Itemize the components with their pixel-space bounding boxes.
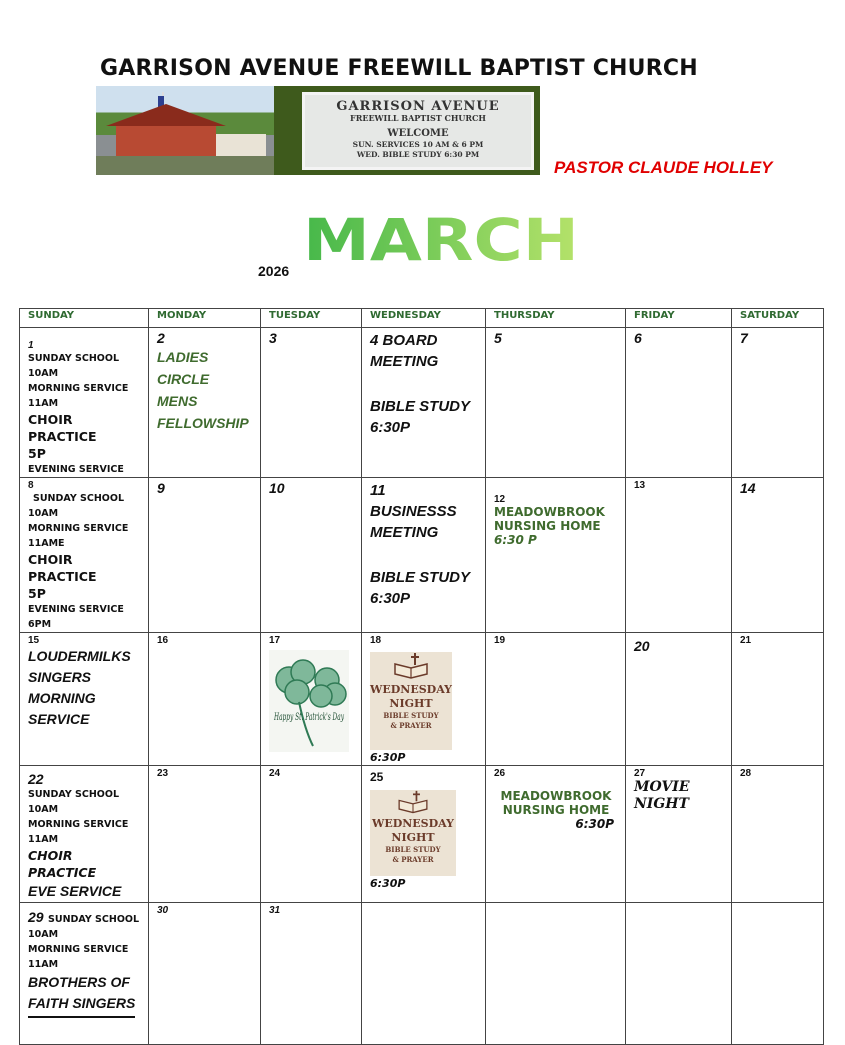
day-cell-8 <box>20 478 149 633</box>
bible-icon <box>391 652 431 682</box>
week-row <box>20 903 824 1045</box>
bible-icon <box>393 790 433 816</box>
event-line: MEETING <box>370 353 439 370</box>
event-line: SUNDAY SCHOOL <box>33 493 124 504</box>
day-number: 6 <box>634 330 642 346</box>
day-cell-22 <box>20 766 149 903</box>
event-line: CHOIR PRACTICE <box>28 848 97 880</box>
day-number: 27 <box>634 768 646 779</box>
day-cell-25 <box>362 766 486 903</box>
event-line: MORNING SERVICE <box>28 944 129 955</box>
day-cell-30 <box>149 903 261 1045</box>
week-row <box>20 633 824 766</box>
sign-bible-study: WED. BIBLE STUDY 6:30 PM <box>356 150 480 159</box>
sign-services: SUN. SERVICES 10 AM & 6 PM <box>352 140 484 149</box>
event-line: 11AME <box>28 538 65 549</box>
event-line: MEADOWBROOK <box>500 789 612 803</box>
day-cell-15 <box>20 633 149 766</box>
day-number: 15 <box>28 635 40 646</box>
day-cell-29 <box>20 903 149 1045</box>
event-line: 11AM <box>28 834 59 845</box>
weekday-tuesday: TUESDAY <box>261 309 362 328</box>
day-number: 31 <box>269 905 281 916</box>
day-cell-4 <box>362 328 486 478</box>
day-cell-18 <box>362 633 486 766</box>
sign-name: GARRISON AVENUE <box>336 99 500 114</box>
event-line: 6PM <box>28 619 52 630</box>
event-line: EVENING SERVICE <box>28 464 124 475</box>
event-line: BIBLE STUDY <box>370 398 471 415</box>
event-line: BUSINESSS <box>370 503 457 520</box>
event-line: BROTHERS OF <box>28 974 130 990</box>
empty-cell <box>732 903 824 1045</box>
day-cell-27 <box>626 766 732 903</box>
event-line: MORNING <box>28 690 96 706</box>
day-number: 13 <box>634 480 646 491</box>
day-number: 14 <box>740 480 756 496</box>
event-line: EVE SERVICE <box>28 883 122 899</box>
day-cell-21 <box>732 633 824 766</box>
event-line: CIRCLE <box>157 371 210 387</box>
day-cell-2 <box>149 328 261 478</box>
event-line: MORNING SERVICE <box>28 383 129 394</box>
event-line: NURSING HOME <box>494 519 601 533</box>
event-line: LADIES <box>157 349 209 365</box>
greeting-text: Happy St. Patrick's Day <box>273 712 345 723</box>
sign-welcome: WELCOME <box>387 128 449 139</box>
pastor-name: PASTOR CLAUDE HOLLEY <box>554 158 773 177</box>
day-cell-11 <box>362 478 486 633</box>
event-line: MORNING SERVICE <box>28 819 129 830</box>
event-line: NIGHT <box>634 796 689 812</box>
event-line: 5P <box>28 586 46 601</box>
event-line: FAITH SINGERS <box>28 993 135 1018</box>
empty-cell <box>486 903 626 1045</box>
day-number: 28 <box>740 768 752 779</box>
event-time: 6:30P <box>370 751 406 764</box>
image-line: & PRAYER <box>390 721 432 730</box>
event-line: 6:30P <box>575 817 614 831</box>
day-cell-19 <box>486 633 626 766</box>
day-cell-23 <box>149 766 261 903</box>
year-label: 2026 <box>258 263 290 279</box>
image-line: WEDNESDAY <box>370 683 453 696</box>
event-line: MOVIE <box>634 779 690 795</box>
day-cell-13 <box>626 478 732 633</box>
day-cell-20 <box>626 633 732 766</box>
day-number: 16 <box>157 635 169 646</box>
shamrock-icon <box>269 650 349 752</box>
church-sign-image <box>274 86 540 175</box>
day-cell-24 <box>261 766 362 903</box>
day-cell-26 <box>486 766 626 903</box>
event-line: 11AM <box>28 398 59 409</box>
church-sign <box>302 92 534 170</box>
event-line: MORNING SERVICE <box>28 523 129 534</box>
church-building-image <box>96 86 274 175</box>
empty-cell <box>626 903 732 1045</box>
day-number: 12 <box>494 494 506 505</box>
weekday-wednesday: WEDNESDAY <box>362 309 486 328</box>
day-cell-31 <box>261 903 362 1045</box>
event-line: 10AM <box>28 368 59 379</box>
week-row <box>20 478 824 633</box>
day-number: 29 <box>28 909 44 925</box>
event-line: CHOIR PRACTICE <box>28 412 97 444</box>
event-line: BIBLE STUDY <box>370 569 471 586</box>
day-number: 9 <box>157 480 165 496</box>
week-row <box>20 766 824 903</box>
image-line: NIGHT <box>389 697 433 710</box>
day-cell-12 <box>486 478 626 633</box>
event-line: SUNDAY SCHOOL <box>48 914 140 925</box>
weekday-thursday: THURSDAY <box>486 309 626 328</box>
day-number: 18 <box>370 635 382 646</box>
event-line: EVENING SERVICE <box>28 604 124 615</box>
calendar-grid <box>19 308 824 1045</box>
sign-subname: FREEWILL BAPTIST CHURCH <box>350 113 486 123</box>
day-cell-14 <box>732 478 824 633</box>
event-line: MENS <box>157 393 198 409</box>
day-number: 17 <box>269 635 281 646</box>
month-title <box>300 206 582 274</box>
day-cell-1 <box>20 328 149 478</box>
day-number: 7 <box>740 330 748 346</box>
day-cell-7 <box>732 328 824 478</box>
day-cell-3 <box>261 328 362 478</box>
day-cell-17 <box>261 633 362 766</box>
day-cell-5 <box>486 328 626 478</box>
day-cell-6 <box>626 328 732 478</box>
empty-cell <box>362 903 486 1045</box>
day-number: 2 <box>157 330 165 346</box>
image-line: & PRAYER <box>392 855 434 864</box>
image-line: BIBLE STUDY <box>385 845 441 854</box>
event-line: LOUDERMILKS <box>28 648 131 664</box>
event-line: SERVICE <box>28 711 90 727</box>
day-number: 4 BOARD <box>370 332 438 349</box>
event-line: 11AM <box>28 959 59 970</box>
image-line: BIBLE STUDY <box>383 711 439 720</box>
church-banner-photo <box>96 86 540 175</box>
image-line: WEDNESDAY <box>371 817 455 830</box>
event-line: MEADOWBROOK <box>494 505 605 519</box>
day-number: 10 <box>269 480 285 496</box>
event-line: 6:30P <box>370 419 411 436</box>
day-cell-16 <box>149 633 261 766</box>
day-number: 8 <box>28 480 34 491</box>
event-line: 6:30P <box>370 590 411 607</box>
day-cell-9 <box>149 478 261 633</box>
month-label: MARCH <box>303 206 579 274</box>
day-number: 1 <box>28 340 34 351</box>
weekday-monday: MONDAY <box>149 309 261 328</box>
wednesday-night-image <box>370 652 452 750</box>
event-time: 6:30P <box>370 877 406 890</box>
day-number: 20 <box>634 638 650 654</box>
day-number: 21 <box>740 635 752 646</box>
event-line: SUNDAY SCHOOL <box>28 353 119 364</box>
event-line: NURSING HOME <box>502 803 610 817</box>
weekday-saturday: SATURDAY <box>732 309 824 328</box>
church-title: GARRISON AVENUE FREEWILL BAPTIST CHURCH <box>100 56 698 81</box>
event-line: 10AM <box>28 508 59 519</box>
event-line: SUNDAY SCHOOL <box>28 789 119 800</box>
event-line: CHOIR PRACTICE <box>28 552 97 584</box>
day-number: 3 <box>269 330 277 346</box>
day-number: 25 <box>370 770 384 784</box>
event-line: MEETING <box>370 524 439 541</box>
image-line: NIGHT <box>391 831 435 844</box>
day-cell-28 <box>732 766 824 903</box>
weekday-friday: FRIDAY <box>626 309 732 328</box>
week-row <box>20 328 824 478</box>
weekday-sunday: SUNDAY <box>20 309 149 328</box>
day-cell-10 <box>261 478 362 633</box>
day-number: 19 <box>494 635 506 646</box>
day-number: 26 <box>494 768 506 779</box>
event-line: 10AM <box>28 804 59 815</box>
day-number: 30 <box>157 905 169 916</box>
wednesday-night-image <box>370 790 456 876</box>
day-number: 11 <box>370 482 386 499</box>
event-line: 10AM <box>28 929 59 940</box>
event-line: 6:30 P <box>494 533 537 547</box>
day-number: 5 <box>494 330 502 346</box>
event-line: SINGERS <box>28 669 92 685</box>
day-number: 22 <box>28 771 44 787</box>
weekday-header-row <box>20 309 824 328</box>
event-line: 5P <box>28 446 46 461</box>
event-line: FELLOWSHIP <box>157 415 249 431</box>
day-number: 24 <box>269 768 281 779</box>
day-number: 23 <box>157 768 169 779</box>
